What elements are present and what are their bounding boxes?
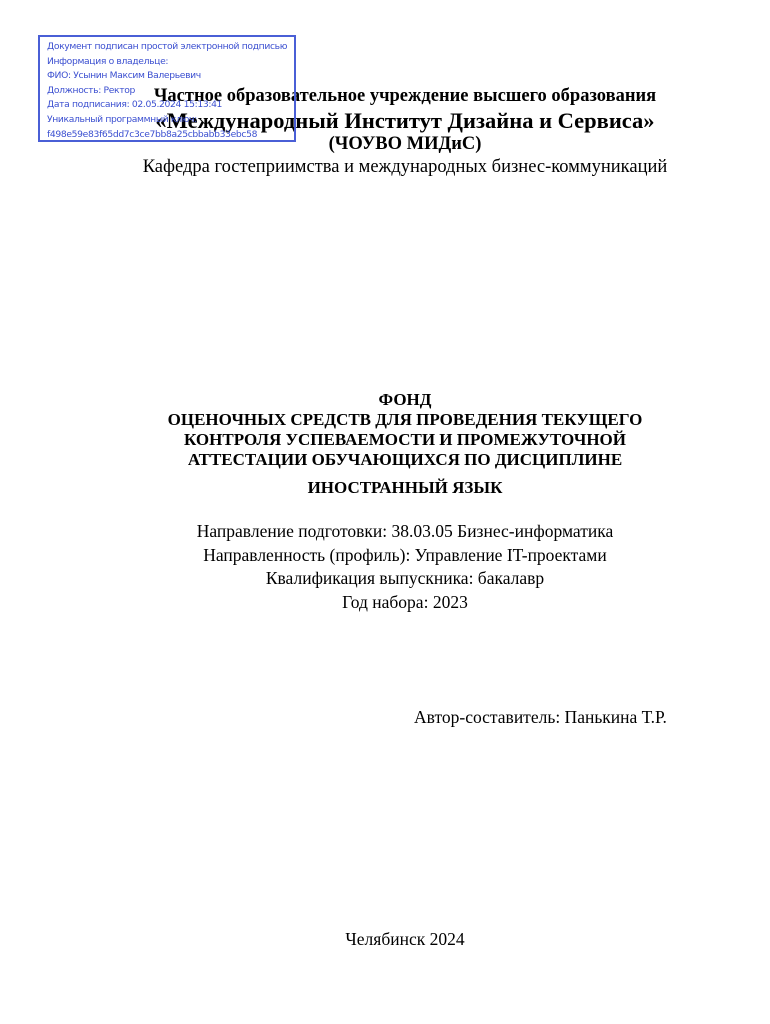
stamp-line: f498e59e83f65dd7c3ce7bb8a25cbbabb33ebc58 — [47, 128, 258, 140]
author-compiler: Автор-составитель: Панькина Т.Р. — [414, 707, 667, 727]
stamp-line: Документ подписан простой электронной подписью — [47, 41, 288, 52]
city-year: Челябинск 2024 — [345, 929, 465, 949]
title-line: ФОНД — [378, 390, 432, 409]
department-name: Кафедра гостеприимства и международных бизнес-коммуникаций — [142, 157, 668, 177]
title-line: ОЦЕНОЧНЫХ СРЕДСТВ ДЛЯ ПРОВЕДЕНИЯ ТЕКУЩЕГО — [167, 410, 643, 429]
electronic-signature-stamp — [38, 35, 296, 142]
title-line: АТТЕСТАЦИИ ОБУЧАЮЩИХСЯ ПО ДИСЦИПЛИНЕ — [187, 450, 623, 469]
discipline-name: ИНОСТРАННЫЙ ЯЗЫК — [307, 478, 503, 497]
document-title — [20, 390, 770, 498]
organization-type: Частное образовательное учреждение высшего образования — [153, 86, 657, 106]
stamp-line: Дата подписания: 02.05.2024 15:13:41 — [47, 99, 223, 111]
stamp-line: Уникальный программный ключ: — [47, 113, 197, 125]
stamp-line: ФИО: Усынин Максим Валерьевич — [47, 70, 201, 82]
graduate-qualification: Квалификация выпускника: бакалавр — [265, 568, 545, 588]
stamp-line: Должность: Ректор — [47, 84, 136, 96]
program-info — [20, 520, 770, 614]
organization-name: «Международный Институт Дизайна и Сервиса» — [155, 108, 655, 133]
stamp-line: Информация о владельце: — [47, 55, 169, 67]
program-direction: Направление подготовки: 38.03.05 Бизнес-информатика — [196, 521, 614, 541]
title-line: КОНТРОЛЯ УСПЕВАЕМОСТИ И ПРОМЕЖУТОЧНОЙ — [184, 430, 626, 449]
program-profile: Направленность (профиль): Управление IT-проектами — [203, 544, 607, 565]
organization-abbreviation: (ЧОУВО МИДиС) — [328, 134, 482, 154]
enrollment-year: Год набора: 2023 — [342, 591, 468, 612]
